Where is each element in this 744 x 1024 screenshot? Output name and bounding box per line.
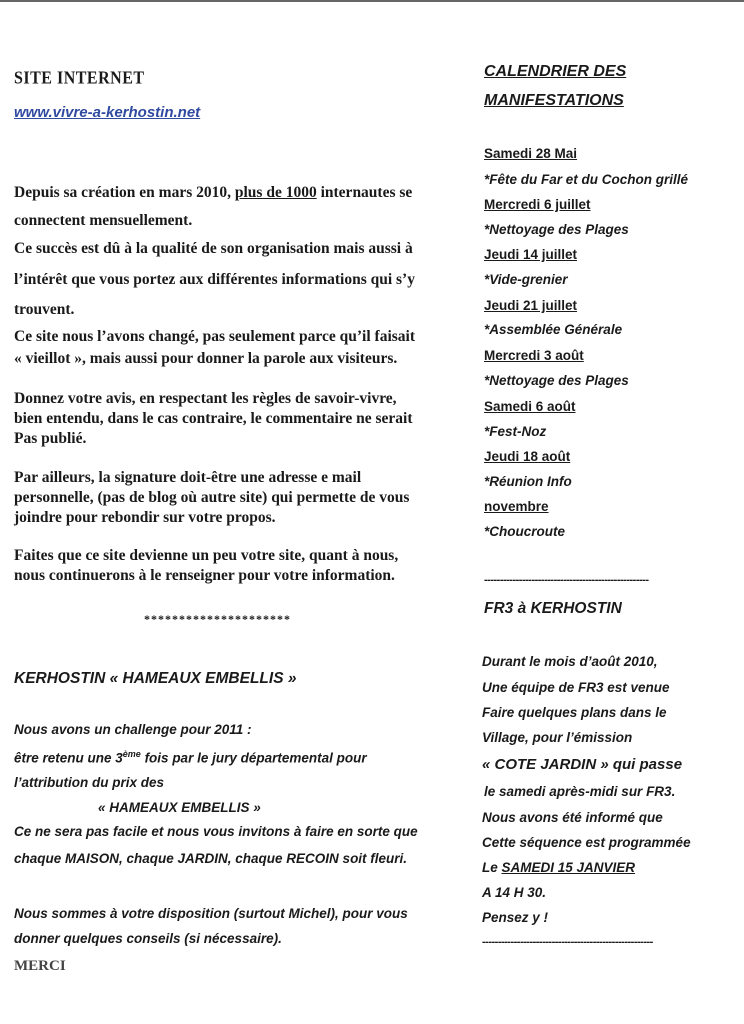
paragraph-line: l’intérêt que vous portez aux différentes informations qui s’y (14, 271, 415, 288)
paragraph-line: Par ailleurs, la signature doit-être une adresse e mail (14, 469, 362, 486)
page-top-border (0, 0, 744, 2)
paragraph-line: Donnez votre avis, en respectant les règles de savoir-vivre, (14, 390, 397, 407)
event-name: *Assemblée Générale (484, 322, 623, 337)
fr3-line: « COTE JARDIN » qui passe (482, 756, 683, 773)
paragraph-line: nous continuerons à le renseigner pour votre information. (14, 567, 395, 584)
fr3-line: Le SAMEDI 15 JANVIER (482, 860, 636, 875)
paragraph-line: personnelle, (pas de blog où autre site) qui permette de vous (14, 489, 410, 506)
hameaux-line: être retenu une 3ème fois par le jury départemental pour (14, 749, 367, 766)
event-date: Jeudi 18 août (484, 449, 571, 464)
hameaux-line: Nous sommes à votre disposition (surtout Michel), pour vous (14, 906, 408, 921)
hameaux-line: Nous avons un challenge pour 2011 : (14, 722, 252, 737)
hameaux-line: Ce ne sera pas facile et nous vous invitons à faire en sorte que (14, 824, 418, 839)
event-date: Samedi 28 Mai (484, 146, 578, 161)
paragraph-line: bien entendu, dans le cas contraire, le commentaire ne serait (14, 410, 413, 427)
fr3-title: FR3 à KERHOSTIN (484, 600, 622, 617)
dashed-separator: ------------------------------------------------------ (482, 936, 653, 948)
fr3-line: Nous avons été informé que (482, 810, 663, 825)
event-name: *Nettoyage des Plages (484, 373, 629, 388)
site-url-link[interactable]: www.vivre-a-kerhostin.net (14, 104, 201, 121)
event-name: *Fest-Noz (484, 424, 547, 439)
dashed-separator: ---------------------------------------------------- (484, 574, 649, 586)
event-date: novembre (484, 499, 549, 514)
event-date: Jeudi 14 juillet (484, 247, 578, 262)
paragraph-line: trouvent. (14, 301, 75, 318)
fr3-line: Une équipe de FR3 est venue (482, 680, 670, 695)
paragraph-line: Faites que ce site devienne un peu votre site, quant à nous, (14, 547, 399, 564)
hameaux-line: « HAMEAUX EMBELLIS » (98, 800, 261, 815)
event-date: Jeudi 21 juillet (484, 298, 578, 313)
fr3-line: le samedi après-midi sur FR3. (484, 784, 676, 799)
hameaux-line: chaque MAISON, chaque JARDIN, chaque RECOIN soit fleuri. (14, 851, 408, 866)
merci-signature: MERCI (14, 958, 66, 974)
fr3-line: Faire quelques plans dans le (482, 705, 667, 720)
fr3-line: A 14 H 30. (482, 885, 547, 900)
event-name: *Choucroute (484, 524, 565, 539)
event-name: *Réunion Info (484, 474, 572, 489)
hameaux-line: donner quelques conseils (si nécessaire). (14, 931, 282, 946)
separator-stars: ********************* (144, 612, 291, 626)
paragraph-line: Depuis sa création en mars 2010, plus de 1000 internautes se (14, 184, 413, 201)
fr3-line: Durant le mois d’août 2010, (482, 654, 658, 669)
paragraph-line: « vieillot », mais aussi pour donner la parole aux visiteurs. (14, 350, 398, 367)
event-date: Mercredi 6 juillet (484, 197, 591, 212)
hameaux-line: l’attribution du prix des (14, 775, 165, 790)
fr3-line: Pensez y ! (482, 910, 549, 925)
calendar-title: CALENDRIER DES (484, 63, 627, 80)
fr3-line: Cette séquence est programmée (482, 835, 691, 850)
fr3-line: Village, pour l’émission (482, 730, 633, 745)
paragraph-line: Ce site nous l’avons changé, pas seulement parce qu’il faisait (14, 328, 416, 345)
event-name: *Nettoyage des Plages (484, 222, 629, 237)
event-name: *Fête du Far et du Cochon grillé (484, 172, 689, 187)
paragraph-line: Pas publié. (14, 430, 87, 447)
event-name: *Vide-grenier (484, 272, 568, 287)
hameaux-title: KERHOSTIN « HAMEAUX EMBELLIS » (14, 670, 297, 687)
calendar-title: MANIFESTATIONS (484, 92, 624, 109)
paragraph-line: Ce succès est dû à la qualité de son organisation mais aussi à (14, 240, 413, 257)
paragraph-line: connectent mensuellement. (14, 212, 193, 229)
event-date: Mercredi 3 août (484, 348, 584, 363)
site-title: SITE INTERNET (14, 69, 145, 88)
event-date: Samedi 6 août (484, 399, 576, 414)
paragraph-line: joindre pour rebondir sur votre propos. (14, 509, 276, 526)
